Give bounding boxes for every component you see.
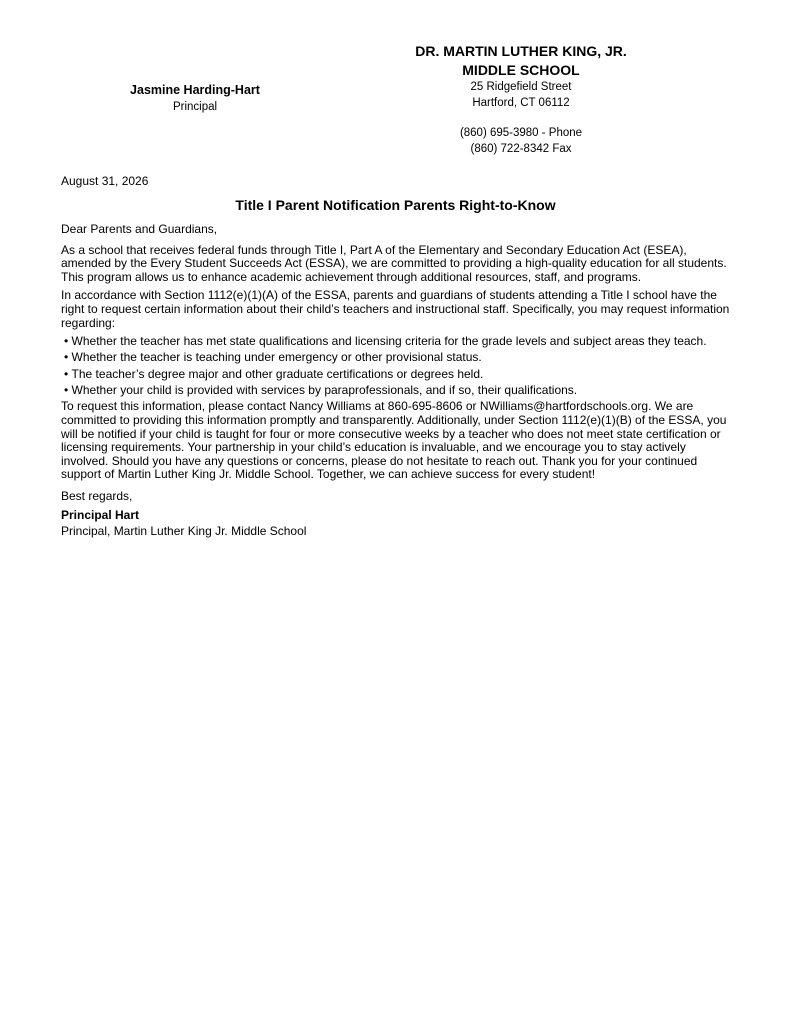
paragraph-closing: To request this information, please contact Nancy Williams at 860-695-8606 or NWilliams@hartfordschools.org. We are committed to providing this information promptly and transparently. Additionally, under Section 1112(e)(1)(B) of the ESSA, you will be notified if your child is taught for four or more consecutive weeks by a teacher who does not meet state certification or licensing requirements. Your partnership in your child’s education is invaluable, and we encourage you to stay actively involved. Should you have any questions or concerns, please do not hesitate to reach out. Thank you for your continued support of Martin Luther King Jr. Middle School. Together, we can achieve success for every student! — [61, 399, 727, 482]
list-item: • The teacher’s degree major and other graduate certifications or degrees held. — [64, 368, 733, 382]
principal-block — [95, 83, 295, 115]
school-phone: (860) 695-3980 - Phone — [459, 127, 583, 139]
letter-body — [61, 223, 733, 544]
letterhead-spacer — [391, 111, 651, 126]
salutation: Dear Parents and Guardians, — [61, 222, 218, 236]
principal-name: Jasmine Harding-Hart — [130, 83, 260, 97]
school-letterhead — [391, 42, 651, 157]
school-fax: (860) 722-8342 Fax — [470, 142, 572, 155]
rights-list — [61, 335, 733, 397]
signature-name: Principal Hart — [61, 508, 140, 523]
list-item: • Whether your child is provided with services by paraprofessionals, and if so, their qualifications. — [64, 384, 733, 398]
school-name-line2: MIDDLE SCHOOL — [462, 62, 580, 78]
school-street: 25 Ridgefield Street — [470, 81, 572, 93]
school-name-line1: DR. MARTIN LUTHER KING, JR. — [415, 43, 627, 59]
signature-role: Principal, Martin Luther King Jr. Middle School — [61, 524, 307, 539]
school-city: Hartford, CT 06112 — [472, 96, 570, 109]
letter-date: August 31, 2026 — [61, 174, 149, 188]
list-item: • Whether the teacher is teaching under emergency or other provisional status. — [64, 351, 733, 365]
paragraph-rights: In accordance with Section 1112(e)(1)(A) of the ESSA, parents and guardians of students attending a Title I school have the right to request certain information about their child’s teachers and instructional staff. Specifically, you may request information regarding: — [61, 288, 730, 330]
paragraph-intro: As a school that receives federal funds through Title I, Part A of the Elementary and Secondary Education Act (ESEA), amended by the Every Student Succeeds Act (ESSA), we are committed to providing a high-quality education for all students. This program allows us to enhance academic achievement through additional resources, staff, and programs. — [61, 242, 727, 284]
signoff: Best regards, — [61, 488, 133, 503]
principal-title: Principal — [172, 101, 218, 113]
list-item: • Whether the teacher has met state qualifications and licensing criteria for the grade levels and subject areas they teach. — [64, 335, 733, 349]
letter-title: Title I Parent Notification Parents Right-to-Know — [235, 197, 556, 213]
